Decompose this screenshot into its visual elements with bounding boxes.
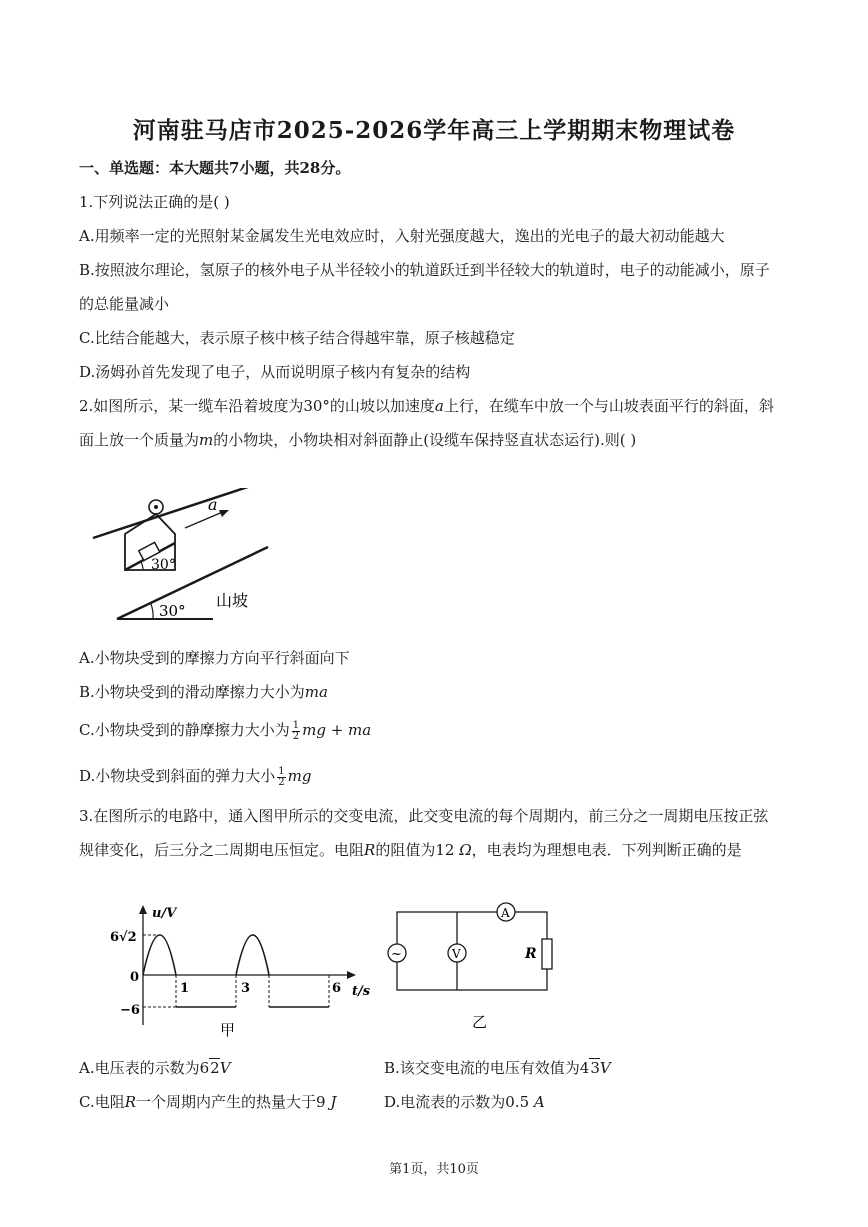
q2-option-b: B.小物块受到的滑动摩擦力大小为ma xyxy=(79,683,328,701)
resistor-label: R xyxy=(525,946,537,962)
circuit-diagram xyxy=(385,895,565,1035)
ammeter-label: A xyxy=(501,906,510,920)
page-footer: 第1页，共10页 xyxy=(389,1162,479,1177)
x-tick-1: 1 xyxy=(180,981,190,996)
accel-arrow xyxy=(185,511,225,528)
y-tick-peak: 6√2 xyxy=(110,930,137,945)
cable-line xyxy=(93,488,275,538)
angle-label-bottom: 30° xyxy=(159,602,186,620)
q1-option-c: C.比结合能越大，表示原子核中核子结合得越牢靠，原子核越稳定 xyxy=(79,329,515,347)
slope-label: 山坡 xyxy=(216,591,249,610)
x-tick-6: 6 xyxy=(332,981,342,996)
page-title: 河南驻马店市2025-2026学年高三上学期期末物理试卷 xyxy=(132,117,736,144)
q3-stem-line2: 规律变化，后三分之二周期电压恒定。电阻R的阻值为12 Ω，电表均为理想电表．下列判断正确的是 xyxy=(79,841,742,859)
resistor xyxy=(542,939,552,969)
q1-option-b-cont: 的总能量减小 xyxy=(79,295,170,313)
q1-stem: 1.下列说法正确的是( ) xyxy=(79,193,230,211)
graph-caption: 甲 xyxy=(220,1021,236,1039)
cable-car-figure xyxy=(85,488,285,628)
source-symbol: ~ xyxy=(391,947,402,962)
q3-option-b: B.该交变电流的电压有效值为43V xyxy=(384,1059,611,1077)
q3-option-c: C.电阻R一个周期内产生的热量大于9 J xyxy=(79,1093,337,1111)
y-tick-neg: −6 xyxy=(120,1003,140,1018)
voltage-time-graph xyxy=(110,895,370,1045)
q1-option-b: B.按照波尔理论，氢原子的核外电子从半径较小的轨道跃迁到半径较大的轨道时，电子的动能减小，原子 xyxy=(79,261,770,279)
q2-stem-line2: 面上放一个质量为m的小物块，小物块相对斜面静止(设缆车保持竖直状态运行).则( ) xyxy=(79,431,637,449)
q1-option-d: D.汤姆孙首先发现了电子，从而说明原子核内有复杂的结构 xyxy=(79,363,471,381)
q2-stem-line1: 2.如图所示，某一缆车沿着坡度为30°的山坡以加速度a上行，在缆车中放一个与山坡表面平行的斜面，斜 xyxy=(79,397,774,415)
q1-option-a: A.用频率一定的光照射某金属发生光电效应时，入射光强度越大，逸出的光电子的最大初动能越大 xyxy=(79,227,725,245)
q3-option-a: A.电压表的示数为62V xyxy=(79,1059,231,1077)
accel-label: a xyxy=(208,495,218,514)
q2-option-d: D.小物块受到斜面的弹力大小 $\frac{1}{2}$ mg xyxy=(79,765,312,788)
y-axis-label: u/V xyxy=(152,906,177,921)
q3-stem-line1: 3.在图所示的电路中，通入图甲所示的交变电流，此交变电流的每个周期内，前三分之一周期电压按正弦 xyxy=(79,807,769,825)
section-heading: 一、单选题：本大题共7小题，共28分。 xyxy=(79,159,351,177)
angle-label-top: 30° xyxy=(151,557,176,573)
sine-half-1 xyxy=(143,935,176,975)
x-axis-label: t/s xyxy=(352,984,370,999)
y-tick-zero: 0 xyxy=(130,970,140,985)
q2-option-c: C.小物块受到的静摩擦力大小为 $\frac{1}{2}$ mg + ma xyxy=(79,719,372,742)
circuit-caption: 乙 xyxy=(472,1013,488,1031)
voltmeter-label: V xyxy=(452,947,461,961)
q3-option-d: D.电流表的示数为0.5 A xyxy=(384,1093,545,1111)
sine-half-2 xyxy=(236,935,269,975)
x-tick-3: 3 xyxy=(241,981,251,996)
q2-option-a: A.小物块受到的摩擦力方向平行斜面向下 xyxy=(79,649,350,667)
